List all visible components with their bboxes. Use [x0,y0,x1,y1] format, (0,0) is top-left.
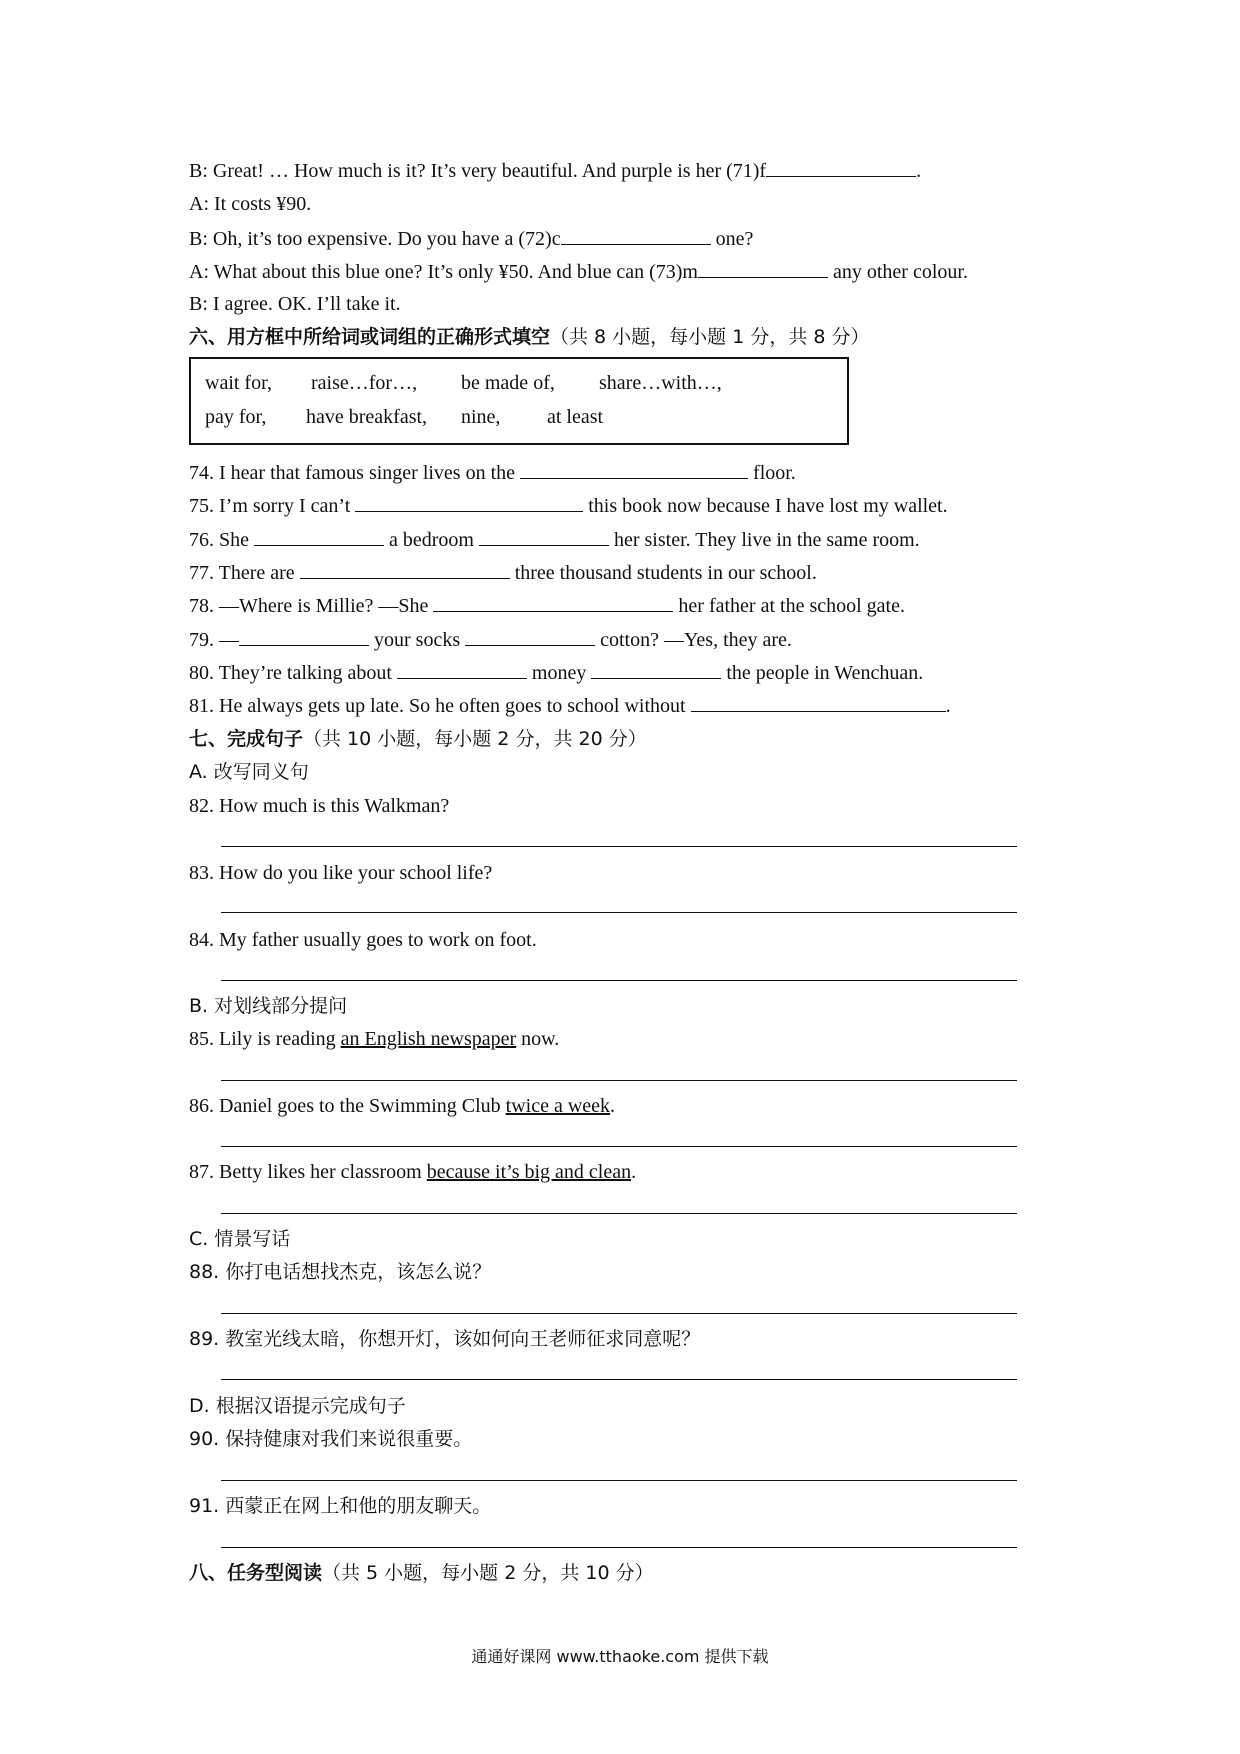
blank-71[interactable] [766,158,916,177]
blank-76a[interactable] [254,527,384,546]
section7-part-b: B. 对划线部分提问 [189,995,348,1017]
question-90: 90. 保持健康对我们来说很重要。 [189,1428,473,1450]
question-74: 74. I hear that famous singer lives on the floor. [189,462,796,484]
answer-line-91[interactable] [221,1547,1017,1548]
question-81: 81. He always gets up late. So he often goes to school without . [189,695,951,717]
section7-part-d: D. 根据汉语提示完成句子 [189,1395,406,1417]
question-76: 76. She a bedroom her sister. They live in the same room. [189,529,920,551]
answer-line-87[interactable] [221,1213,1017,1214]
question-86: 86. Daniel goes to the Swimming Club twice a week. [189,1095,616,1117]
blank-72[interactable] [561,226,711,245]
question-83: 83. How do you like your school life? [189,862,493,884]
word-box [189,357,849,445]
answer-line-89[interactable] [221,1379,1017,1380]
section7-header: 七、完成句子（共 10 小题，每小题 2 分，共 20 分） [189,728,647,750]
answer-line-83[interactable] [221,912,1017,913]
word-box-row-2: pay for, have breakfast, nine, at least [205,406,604,428]
answer-line-84[interactable] [221,980,1017,981]
dialogue-line-72: B: Oh, it’s too expensive. Do you have a (72)c one? [189,228,754,250]
question-87: 87. Betty likes her classroom because it’s big and clean. [189,1161,637,1183]
blank-81[interactable] [691,693,946,712]
blank-74[interactable] [520,460,748,479]
dialogue-line-5: B: I agree. OK. I’ll take it. [189,293,401,315]
answer-line-88[interactable] [221,1313,1017,1314]
question-85: 85. Lily is reading an English newspaper now. [189,1028,560,1050]
blank-73[interactable] [698,259,828,278]
blank-77[interactable] [300,560,510,579]
blank-80b[interactable] [591,660,721,679]
word-box-row-1: wait for, raise…for…, be made of, share…with…, [205,372,722,394]
blank-80a[interactable] [397,660,527,679]
blank-75[interactable] [355,493,583,512]
answer-line-85[interactable] [221,1080,1017,1081]
section8-header: 八、任务型阅读（共 5 小题，每小题 2 分，共 10 分） [189,1562,654,1584]
question-77: 77. There are three thousand students in our school. [189,562,817,584]
question-75: 75. I’m sorry I can’t this book now because I have lost my wallet. [189,495,948,517]
blank-76b[interactable] [479,527,609,546]
question-82: 82. How much is this Walkman? [189,795,450,817]
answer-line-82[interactable] [221,846,1017,847]
question-91: 91. 西蒙正在网上和他的朋友聊天。 [189,1495,492,1517]
blank-79b[interactable] [465,627,595,646]
section7-part-c: C. 情景写话 [189,1228,291,1250]
blank-79a[interactable] [239,627,369,646]
dialogue-line-2: A: It costs ¥90. [189,193,312,215]
answer-line-90[interactable] [221,1480,1017,1481]
question-79: 79. — your socks cotton? —Yes, they are. [189,629,792,651]
answer-line-86[interactable] [221,1146,1017,1147]
section7-part-a: A. 改写同义句 [189,761,309,783]
question-88: 88. 你打电话想找杰克，该怎么说？ [189,1261,492,1283]
blank-78[interactable] [433,593,673,612]
question-78: 78. —Where is Millie? —She her father at the school gate. [189,595,905,617]
question-89: 89. 教室光线太暗，你想开灯，该如何向王老师征求同意呢？ [189,1328,701,1350]
dialogue-line-73: A: What about this blue one? It’s only ¥50. And blue can (73)m any other colour. [189,261,968,283]
question-84: 84. My father usually goes to work on foot. [189,929,537,951]
section6-header: 六、用方框中所给词或词组的正确形式填空（共 8 小题，每小题 1 分，共 8 分） [189,326,870,348]
page-footer: 通通好课网 www.tthaoke.com 提供下载 [471,1647,769,1666]
dialogue-line-71: B: Great! … How much is it? It’s very beautiful. And purple is her (71)f . [189,160,922,182]
question-80: 80. They’re talking about money the people in Wenchuan. [189,662,924,684]
